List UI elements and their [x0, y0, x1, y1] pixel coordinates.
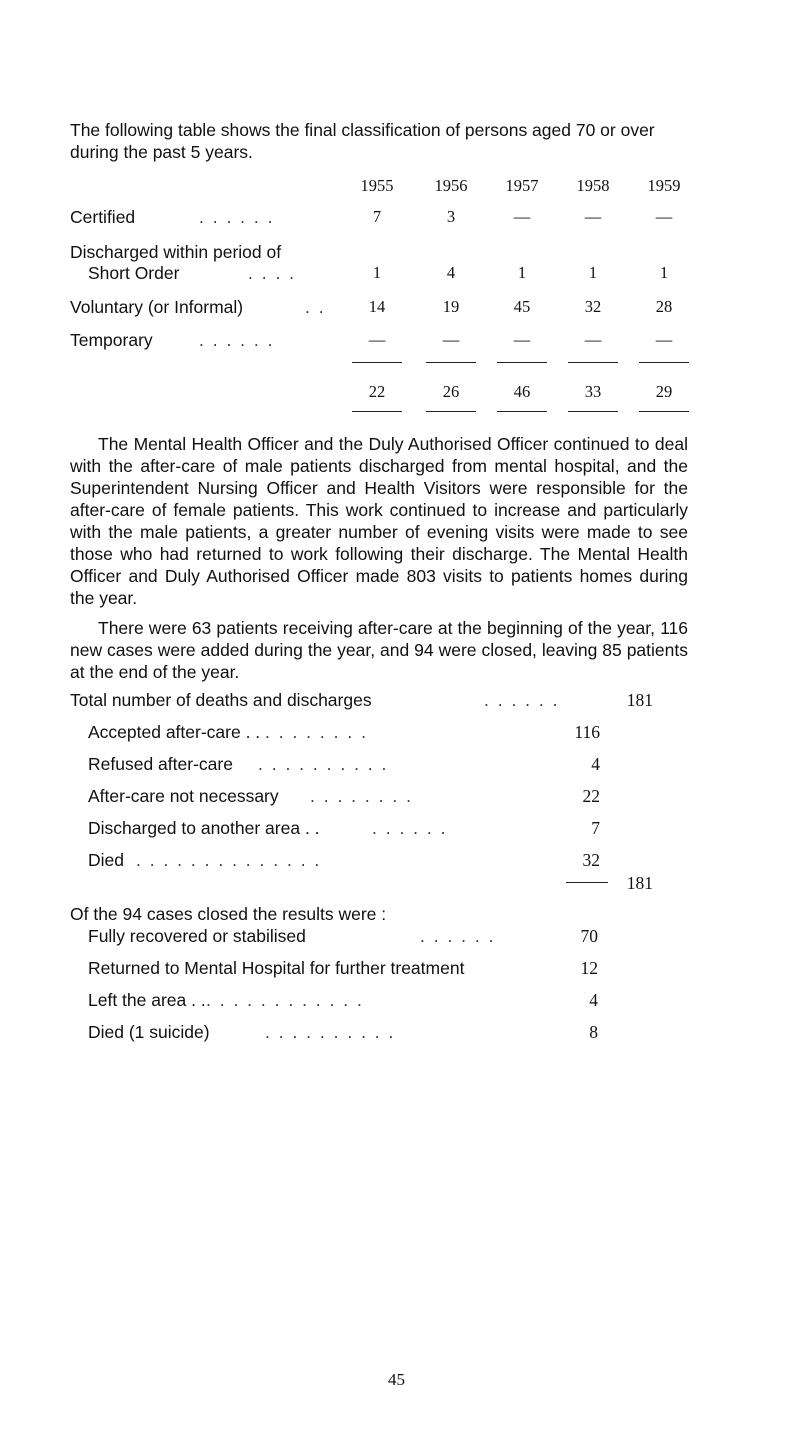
list-item-value: 32 — [582, 850, 600, 870]
row-leaders: . . . . . . — [484, 690, 560, 710]
table-cell: 1 — [659, 263, 669, 282]
list-item-label: Died — [88, 850, 124, 870]
year-header: 1959 — [647, 176, 681, 195]
row-label: Discharged within period of — [70, 242, 282, 262]
intro-text: The following table shows the final classification of persons aged 70 or over during the past 5 years. — [70, 120, 655, 162]
table-cell: 28 — [655, 297, 673, 316]
table-cell: 1 — [372, 263, 382, 282]
table-cell: 32 — [584, 297, 602, 316]
list-item-value: 12 — [580, 958, 598, 978]
row-leaders: . . . . . . — [420, 926, 496, 946]
total-cell: 22 — [368, 382, 386, 401]
list-item-value: 7 — [591, 818, 600, 838]
page-number: 45 — [388, 1370, 405, 1389]
total-cell: 33 — [584, 382, 602, 401]
total-rule — [639, 411, 689, 412]
list-item-label: Returned to Mental Hospital for further treatment — [88, 958, 465, 978]
total-rule — [426, 362, 476, 363]
table-cell: — — [368, 330, 386, 349]
total-rule — [497, 362, 547, 363]
total-rule — [426, 411, 476, 412]
year-header: 1957 — [505, 176, 539, 195]
table-cell: 19 — [442, 297, 460, 316]
table-cell: — — [655, 207, 673, 226]
row-label: Voluntary (or Informal) — [70, 297, 244, 317]
paragraph-patient-counts: There were 63 patients receiving after-care at the beginning of the year, 116 new cases were added during the year, and 94 were closed, leaving 85 patients at the end of the year. — [70, 618, 688, 682]
row-leaders: . . — [305, 297, 326, 317]
list-item-label: Discharged to another area . . — [88, 818, 320, 838]
total-rule — [568, 362, 618, 363]
table-cell: 3 — [446, 207, 456, 226]
table-cell: 14 — [368, 297, 386, 316]
total-rule — [352, 362, 402, 363]
table-cell: 45 — [513, 297, 531, 316]
total-cell: 29 — [655, 382, 673, 401]
row-leaders: . . . . . . . . . . — [265, 1022, 396, 1042]
sum-connector-rule — [566, 882, 608, 883]
row-leaders: . . . . . . . . . . . . — [206, 990, 364, 1010]
row-label: Certified — [70, 207, 136, 227]
table-cell: — — [584, 330, 602, 349]
table-cell: 4 — [446, 263, 456, 282]
list-item-value: 116 — [574, 722, 600, 742]
table-cell: — — [655, 330, 673, 349]
row-leaders: . . . . . . — [199, 330, 275, 350]
row-leaders: . . . . . . — [372, 818, 448, 838]
table-cell: 7 — [372, 207, 382, 226]
list-item-value: 4 — [589, 990, 598, 1010]
total-rule — [497, 411, 547, 412]
table-cell: — — [513, 207, 531, 226]
list-item-label: Left the area . . — [88, 990, 206, 1010]
list-item-label: Died (1 suicide) — [88, 1022, 210, 1042]
row-leaders: . . . . . . — [199, 207, 275, 227]
row-leaders: . . . . . . . . . . . . . . — [136, 850, 322, 870]
paragraph-after-care: The Mental Health Officer and the Duly Authorised Officer continued to deal with the after-care of male patients discharged from mental hospital, and the Superintendent Nursing Officer and Health Visitors were responsible for the after-care of female patients. This work continued to increase and particularly with the male patients, a greater number of evening visits were made to see those who had returned to work following their discharge. The Mental Health Officer and Duly Authorised Officer made 803 visits to patients homes during the year. — [70, 434, 688, 608]
deaths-discharges-sum: 181 — [626, 873, 653, 893]
list-item-label: Refused after-care — [88, 754, 233, 774]
row-leaders: . . . . — [248, 263, 297, 283]
row-label-continued: Short Order — [88, 263, 180, 283]
list-item-value: 8 — [589, 1022, 598, 1042]
table-cell: — — [442, 330, 460, 349]
year-header: 1958 — [576, 176, 610, 195]
table-cell: — — [584, 207, 602, 226]
total-cell: 46 — [513, 382, 531, 401]
list-item-value: 4 — [591, 754, 600, 774]
deaths-discharges-label: Total number of deaths and discharges — [70, 690, 372, 710]
table-cell: 1 — [588, 263, 598, 282]
total-rule — [639, 362, 689, 363]
list-item-value: 22 — [582, 786, 600, 806]
year-header: 1956 — [434, 176, 468, 195]
total-rule — [352, 411, 402, 412]
row-leaders: . . . . . . . . — [265, 722, 368, 742]
row-leaders: . . . . . . . . — [310, 786, 413, 806]
total-cell: 26 — [442, 382, 460, 401]
year-header: 1955 — [360, 176, 394, 195]
list-item-label: After-care not necessary — [88, 786, 279, 806]
total-rule — [568, 411, 618, 412]
list-item-label: Accepted after-care . . — [88, 722, 261, 742]
table-cell: — — [513, 330, 531, 349]
row-leaders: . . . . . . . . . . — [258, 754, 389, 774]
list-item-value: 70 — [580, 926, 598, 946]
closed-cases-heading: Of the 94 cases closed the results were : — [70, 904, 387, 924]
row-label: Temporary — [70, 330, 153, 350]
deaths-discharges-total: 181 — [626, 690, 653, 710]
table-cell: 1 — [517, 263, 527, 282]
list-item-label: Fully recovered or stabilised — [88, 926, 306, 946]
